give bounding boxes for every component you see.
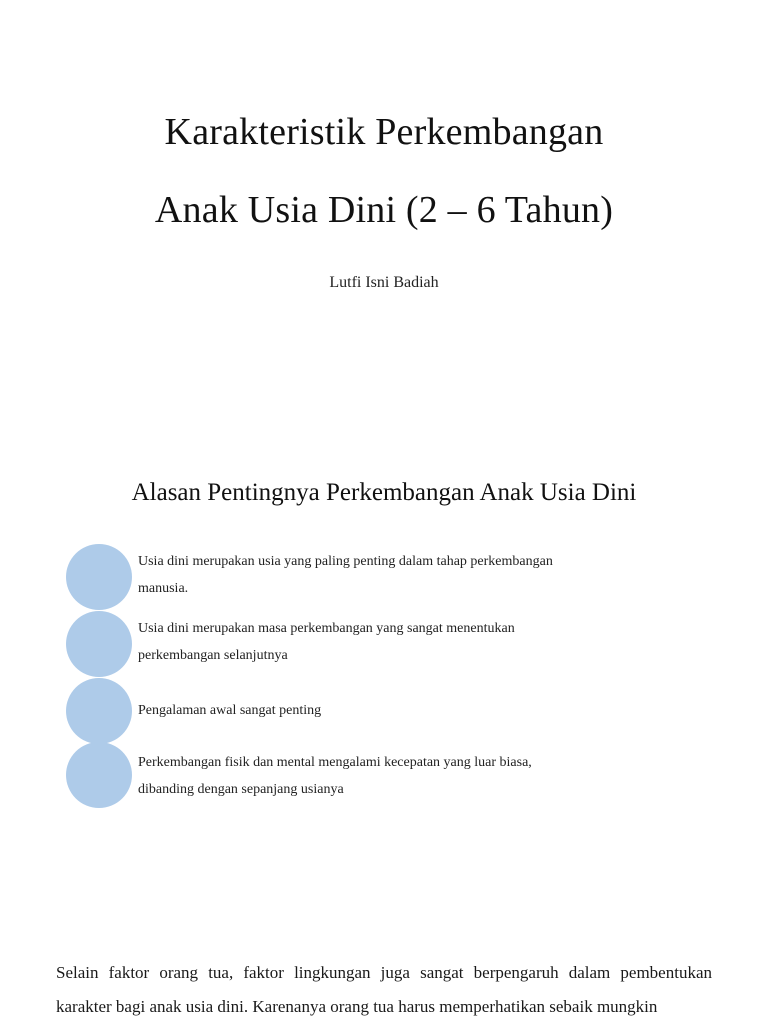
bullet-item-2: Usia dini merupakan masa perkembangan yang sangat menentukan perkembangan selanjutnya <box>138 621 515 663</box>
bullet-item-3: Pengalaman awal sangat penting <box>138 703 322 718</box>
author-name: Lutfi Isni Badiah <box>329 274 439 291</box>
bullet-circle-icon <box>66 544 132 610</box>
document-title-line-1: Karakteristik Perkembangan <box>164 111 604 153</box>
document-title-line-2: Anak Usia Dini (2 – 6 Tahun) <box>154 189 614 231</box>
section-heading: Alasan Pentingnya Perkembangan Anak Usia Dini <box>131 479 637 506</box>
bullet-circle-icon <box>66 742 132 808</box>
bullet-item-1: Usia dini merupakan usia yang paling penting dalam tahap perkembangan manusia. <box>138 554 553 596</box>
bullet-circle-icon <box>66 678 132 744</box>
body-paragraph: Selain faktor orang tua, faktor lingkungan juga sangat berpengaruh dalam pembentukan karakter bagi anak usia dini. Karenanya orang tua harus memperhatikan sebaik mungkin <box>56 963 712 1016</box>
bullet-item-4: Perkembangan fisik dan mental mengalami kecepatan yang luar biasa, dibanding dengan sepanjang usianya <box>138 755 532 797</box>
bullet-circle-icon <box>66 611 132 677</box>
